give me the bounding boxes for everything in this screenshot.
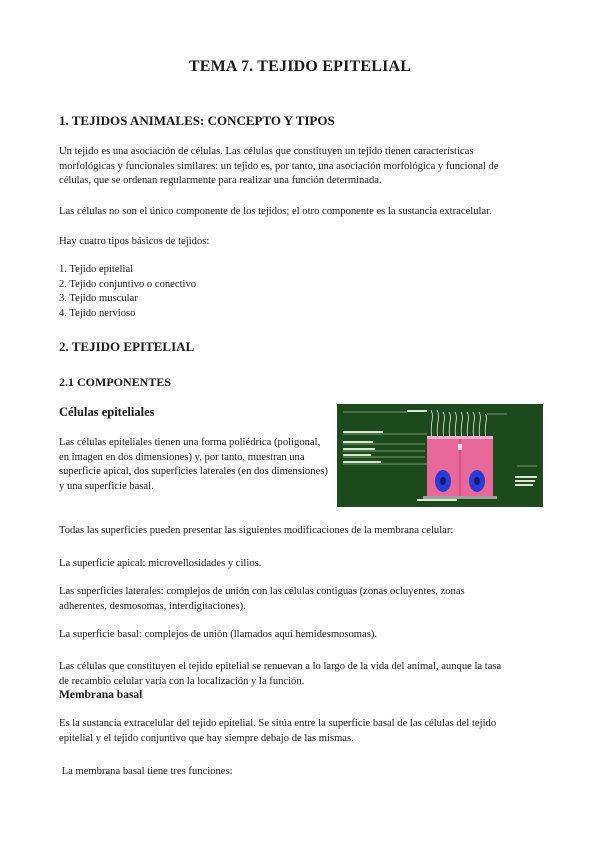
paragraph-tipos: Hay cuatro tipos básicos de tejidos: — [59, 236, 210, 247]
text-line: Las superficies laterales: complejos de unión con las células contiguas (zonas ocluyentes, zonas — [59, 586, 465, 597]
nucleolus — [474, 477, 480, 485]
list-item: 1. Tejido epitelial — [59, 264, 134, 275]
paragraph-tejido — [59, 145, 543, 189]
list-item: 3. Tejido muscular — [59, 293, 138, 304]
text-line: de recambio celular varía con la localización y la función. — [59, 675, 305, 687]
epithelial-cell-diagram — [337, 404, 543, 507]
paragraph-modificaciones: Todas las superficies pueden presentar las siguientes modificaciones de la membrana celular: — [59, 525, 454, 536]
text-line: en imagen en dos dimensiones) y, por tanto, muestran una — [59, 451, 305, 463]
text-line: Un tejido es una asociación de células. Las células que constituyen un tejido tienen características — [59, 146, 474, 157]
text-line: Es la sustancia extracelular del tejido epitelial. Se sitúa entre la superficie basal de las células del tejido — [59, 718, 497, 729]
microvilli-band — [427, 436, 493, 439]
paragraph-apical: La superficie apical: microvellosidades y cilios. — [59, 558, 262, 569]
nucleolus — [440, 477, 446, 485]
paragraph-celulas-epiteliales — [59, 436, 339, 494]
subsection-heading-membrana: Membrana basal — [59, 689, 143, 701]
tissue-types-list — [59, 263, 196, 321]
text-line: Las células epiteliales tienen una forma poliédrica (poligonal, — [59, 437, 321, 448]
subsection-heading-celulas: Células epiteliales — [59, 405, 155, 419]
text-line: epitelial y el tejido conjuntivo que hay siempre debajo de las mismas. — [59, 732, 354, 744]
paragraph-renovacion — [59, 660, 543, 689]
section-heading-2: 2. TEJIDO EPITELIAL — [59, 339, 195, 354]
list-item: 2. Tejido conjuntivo o conectivo — [59, 278, 197, 290]
basal-membrane — [423, 496, 497, 499]
paragraph-funciones: La membrana basal tiene tres funciones: — [59, 766, 233, 777]
paragraph-membrana-basal — [59, 717, 543, 746]
text-line: y una superficie basal. — [59, 480, 154, 492]
text-line: adherentes, desmosomas, interdigitaciones). — [59, 600, 246, 612]
list-item: 4. Tejido nervioso — [59, 307, 136, 319]
text-line: células, que se ordenan regularmente para realizar una función determinada. — [59, 175, 382, 186]
text-line: Las células que constituyen el tejido epitelial se renuevan a lo largo de la vida del animal, aunque la tasa — [59, 661, 502, 672]
paragraph-celulas: Las células no son el único componente de los tejidos; el otro componente es la sustancia extracelular. — [59, 206, 492, 217]
text-line: superficie apical, dos superficies laterales (en dos dimensiones) — [59, 466, 328, 477]
page-title: TEMA 7. TEJIDO EPITELIAL — [188, 58, 412, 75]
paragraph-basal: La superficie basal: complejos de unión (llamados aquí hemidesmosomas). — [59, 629, 378, 640]
section-heading-1: 1. TEJIDOS ANIMALES: CONCEPTO Y TIPOS — [59, 113, 335, 128]
text-line: morfológicas y funcionales similares: un tejido es, por tanto, una asociación morfológica y funcional de — [59, 160, 499, 172]
junction — [458, 444, 462, 450]
epithelial-cell-illustration — [337, 404, 543, 507]
paragraph-laterales — [59, 585, 543, 614]
subsection-heading-componentes: 2.1 COMPONENTES — [59, 375, 172, 389]
